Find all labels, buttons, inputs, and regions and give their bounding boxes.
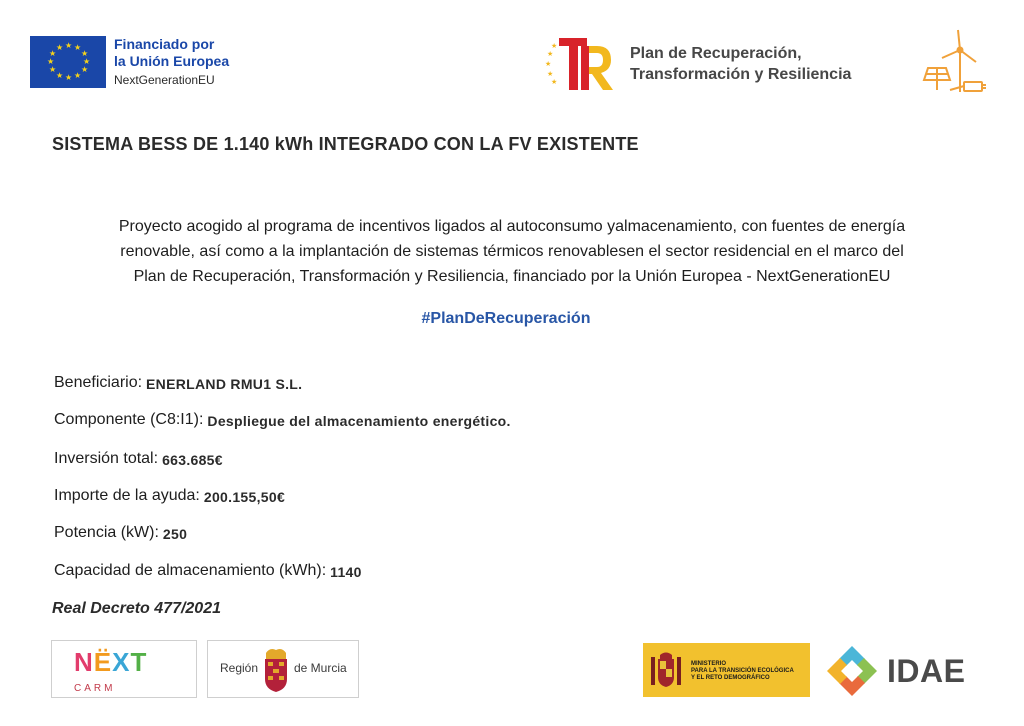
prtr-line2: Transformación y Resiliencia — [630, 66, 852, 83]
field-importe-label: Importe de la ayuda: — [54, 487, 200, 504]
field-potencia — [54, 524, 187, 542]
idae-mark-icon — [825, 644, 879, 698]
spain-coat-of-arms-icon — [651, 651, 681, 689]
project-description-line1: Proyecto acogido al programa de incentivos ligados al autoconsumo yalmacenamiento, con fuentes de energía — [118, 218, 906, 235]
project-description-line2: renovable, así como a la implantación de sistemas térmicos renovablesen el sector residencial en el marco del — [120, 243, 904, 260]
svg-text:★: ★ — [551, 42, 558, 50]
field-beneficiario — [54, 374, 302, 392]
field-capacidad-value: 1140 — [330, 564, 362, 580]
field-inversion-value: 663.685€ — [162, 452, 223, 468]
eu-funding-line1: Financiado por — [114, 36, 215, 52]
svg-text:★: ★ — [547, 50, 554, 58]
prtr-logo-icon — [545, 36, 615, 92]
ministerio-line2: PARA LA TRANSICIÓN ECOLÓGICA — [691, 668, 794, 674]
field-capacidad-label: Capacidad de almacenamiento (kWh): — [54, 562, 327, 579]
murcia-shield-icon — [262, 647, 290, 693]
field-importe — [54, 487, 285, 505]
idae-wordmark: IDAE — [887, 652, 966, 689]
svg-text:★: ★ — [547, 70, 554, 78]
ministerio-line1: MINISTERIO — [691, 661, 727, 667]
eu-funding-line2: la Unión Europea — [114, 53, 230, 69]
eu-funding-line3: NextGenerationEU — [114, 73, 215, 87]
prtr-line1: Plan de Recuperación, — [630, 45, 802, 62]
next-letter-e: Ë — [93, 647, 113, 677]
field-potencia-label: Potencia (kW): — [54, 524, 159, 541]
ministerio-line3: Y EL RETO DEMOGRÁFICO — [691, 675, 770, 681]
legal-decree: Real Decreto 477/2021 — [52, 600, 221, 617]
field-potencia-value: 250 — [162, 526, 188, 542]
eu-flag-icon: ★ ★ ★ ★ ★ ★ ★ ★ ★ ★ ★ ★ — [30, 36, 106, 88]
next-carm-logo — [51, 640, 197, 698]
field-importe-value: 200.155,50€ — [203, 489, 286, 505]
prtr-logo — [545, 36, 851, 92]
field-componente — [54, 411, 511, 429]
next-letter-x: X — [112, 647, 131, 677]
field-beneficiario-value: ENERLAND RMU1 S.L. — [146, 376, 303, 392]
field-beneficiario-label: Beneficiario: — [54, 374, 143, 391]
next-letter-n: N — [74, 647, 94, 677]
field-inversion-label: Inversión total: — [54, 450, 159, 467]
field-componente-label: Componente (C8:I1): — [54, 411, 204, 428]
hashtag: #PlanDeRecuperación — [421, 310, 591, 327]
murcia-label-left: Región — [220, 661, 259, 675]
idae-logo — [825, 642, 995, 700]
wind-solar-battery-icon — [920, 28, 988, 98]
project-description — [40, 214, 984, 289]
ministerio-transicion-ecologica-logo — [643, 643, 810, 697]
field-capacidad — [54, 562, 362, 580]
field-inversion — [54, 450, 223, 468]
carm-label: CARM — [74, 683, 116, 694]
field-componente-value: Despliegue del almacenamiento energético. — [207, 413, 511, 429]
region-murcia-logo — [207, 640, 359, 698]
next-letter-t: T — [130, 647, 148, 677]
svg-text:★: ★ — [551, 78, 558, 86]
project-description-line3: Plan de Recuperación, Transformación y Resiliencia, financiado por la Unión Europea - NextGenerationEU — [133, 268, 891, 285]
murcia-label-right: de Murcia — [294, 661, 347, 675]
eu-funding-logo — [30, 36, 229, 88]
project-title: SISTEMA BESS DE 1.140 kWh INTEGRADO CON LA FV EXISTENTE — [52, 134, 639, 154]
next-wordmark — [74, 647, 147, 678]
svg-text:★: ★ — [545, 60, 552, 68]
